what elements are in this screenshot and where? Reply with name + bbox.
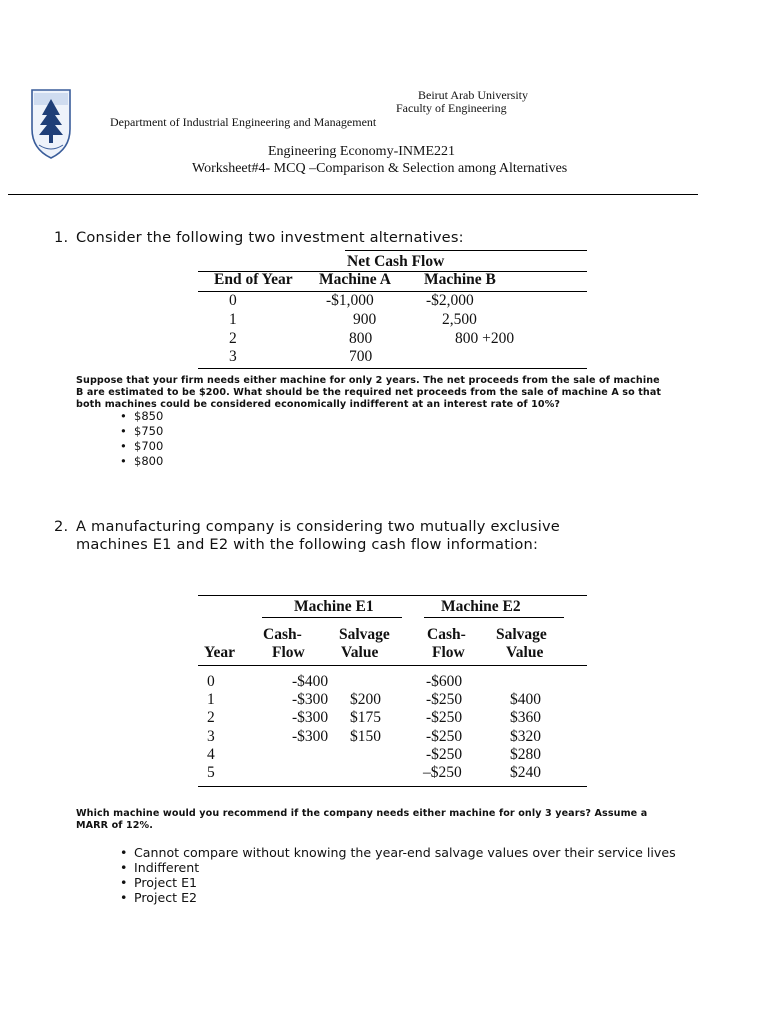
q1-question-line: B are estimated to be $200. What should be the required net proceeds from the sale of machine A so that	[76, 387, 662, 398]
q1-number: 1.	[54, 229, 69, 246]
q1-machine-a-value: 800	[349, 330, 373, 347]
q1-options	[120, 409, 163, 469]
q2-prompt-line2: machines E1 and E2 with the following cash flow information:	[76, 536, 539, 553]
q2-e1-col-salvage: Salvage	[339, 626, 390, 643]
q1-machine-a-value: 700	[349, 348, 373, 365]
q2-e1-cash-flow: -$300	[292, 691, 329, 708]
q1-prompt: Consider the following two investment alternatives:	[76, 229, 464, 246]
q2-e2-col-salvage: Salvage	[496, 626, 547, 643]
q2-e1-col-flow: Flow	[272, 644, 305, 661]
q2-year: 4	[207, 746, 215, 763]
q2-year: 0	[207, 673, 215, 690]
course-title: Engineering Economy-INME221	[268, 144, 456, 159]
q2-heading	[54, 518, 560, 536]
q2-e2-underline	[424, 617, 564, 618]
q1-heading	[54, 229, 464, 247]
q2-e1-salvage: $150	[350, 728, 381, 745]
q1-machine-a-value: 900	[353, 311, 377, 328]
q2-e2-salvage: $360	[510, 709, 541, 726]
q2-question-text	[76, 808, 716, 832]
q2-option[interactable]: • Project E1	[120, 875, 676, 890]
q2-e2-salvage: $240	[510, 764, 541, 781]
q1-machine-a-value: -$1,000	[326, 292, 374, 309]
q1-question-line: Suppose that your firm needs either machine for only 2 years. The net proceeds from the sale of machine	[76, 375, 660, 386]
department-name: Department of Industrial Engineering and Management	[110, 115, 377, 129]
q2-e1-cash-flow: -$300	[292, 728, 329, 745]
q2-e1-col-cash: Cash-	[263, 626, 302, 643]
q2-e1-underline	[262, 617, 402, 618]
q2-e2-col-cash: Cash-	[427, 626, 466, 643]
q2-question-line: Which machine would you recommend if the company needs either machine for only 3 years? Assume a	[76, 808, 648, 819]
q1-table-body-rule	[198, 291, 587, 292]
q2-machine-e1-header: Machine E1	[294, 598, 374, 615]
q1-question-line: both machines could be considered economically indifferent at an interest rate of 10%?	[76, 399, 561, 410]
q2-e1-salvage: $200	[350, 691, 381, 708]
q1-machine-b-value: -$2,000	[426, 292, 474, 309]
q1-question-text	[76, 375, 716, 411]
q2-e1-cash-flow: -$400	[292, 673, 329, 690]
q1-year: 3	[229, 348, 237, 365]
q2-e2-salvage: $280	[510, 746, 541, 763]
q1-machine-b-value: 800 +200	[455, 330, 515, 347]
q2-number: 2.	[54, 518, 69, 535]
q1-option[interactable]: • $800	[120, 454, 163, 469]
q1-option[interactable]: • $850	[120, 409, 163, 424]
q1-col-end-of-year: End of Year	[214, 271, 293, 288]
q1-table-bottom-rule	[198, 368, 587, 369]
q2-table-top-rule	[198, 595, 587, 596]
q2-e2-cash-flow: -$600	[426, 673, 463, 690]
q2-e1-col-value: Value	[341, 644, 379, 661]
q2-e2-cash-flow: -$250	[426, 728, 463, 745]
q1-col-machine-b: Machine B	[424, 271, 496, 288]
q2-e2-salvage: $400	[510, 691, 541, 708]
q2-e2-cash-flow: -$250	[426, 746, 463, 763]
q1-table-top-rule	[345, 250, 587, 251]
q1-machine-b-value: 2,500	[442, 311, 477, 328]
q2-e2-salvage: $320	[510, 728, 541, 745]
q2-option[interactable]: • Indifferent	[120, 860, 676, 875]
q2-e2-cash-flow: –$250	[423, 764, 462, 781]
q2-e2-cash-flow: -$250	[426, 691, 463, 708]
q1-option[interactable]: • $700	[120, 439, 163, 454]
q2-prompt-line1: A manufacturing company is considering two mutually exclusive	[76, 518, 560, 535]
q2-e2-col-value: Value	[506, 644, 544, 661]
q2-e1-cash-flow: -$300	[292, 709, 329, 726]
q1-option[interactable]: • $750	[120, 424, 163, 439]
q2-question-line: MARR of 12%.	[76, 820, 153, 831]
q2-machine-e2-header: Machine E2	[441, 598, 521, 615]
q2-options	[120, 845, 676, 905]
university-logo	[31, 89, 71, 159]
q2-table-bottom-rule	[198, 786, 587, 787]
q1-year: 0	[229, 292, 237, 309]
q2-year: 2	[207, 709, 215, 726]
q1-col-machine-a: Machine A	[319, 271, 391, 288]
university-name: Beirut Arab University	[418, 88, 528, 102]
faculty-name: Faculty of Engineering	[396, 101, 507, 115]
q2-e2-cash-flow: -$250	[426, 709, 463, 726]
q1-net-cash-flow-header: Net Cash Flow	[347, 253, 445, 270]
q2-year: 3	[207, 728, 215, 745]
header-divider	[8, 194, 698, 195]
q2-col-year: Year	[204, 644, 235, 661]
q2-option[interactable]: • Cannot compare without knowing the year-end salvage values over their service lives	[120, 845, 676, 860]
q1-year: 1	[229, 311, 237, 328]
q2-table-header-rule	[198, 665, 587, 666]
q2-e2-col-flow: Flow	[432, 644, 465, 661]
q2-year: 1	[207, 691, 215, 708]
q2-option[interactable]: • Project E2	[120, 890, 676, 905]
q2-year: 5	[207, 764, 215, 781]
q2-e1-salvage: $175	[350, 709, 381, 726]
worksheet-title: Worksheet#4- MCQ –Comparison & Selection among Alternatives	[192, 161, 568, 176]
q1-year: 2	[229, 330, 237, 347]
